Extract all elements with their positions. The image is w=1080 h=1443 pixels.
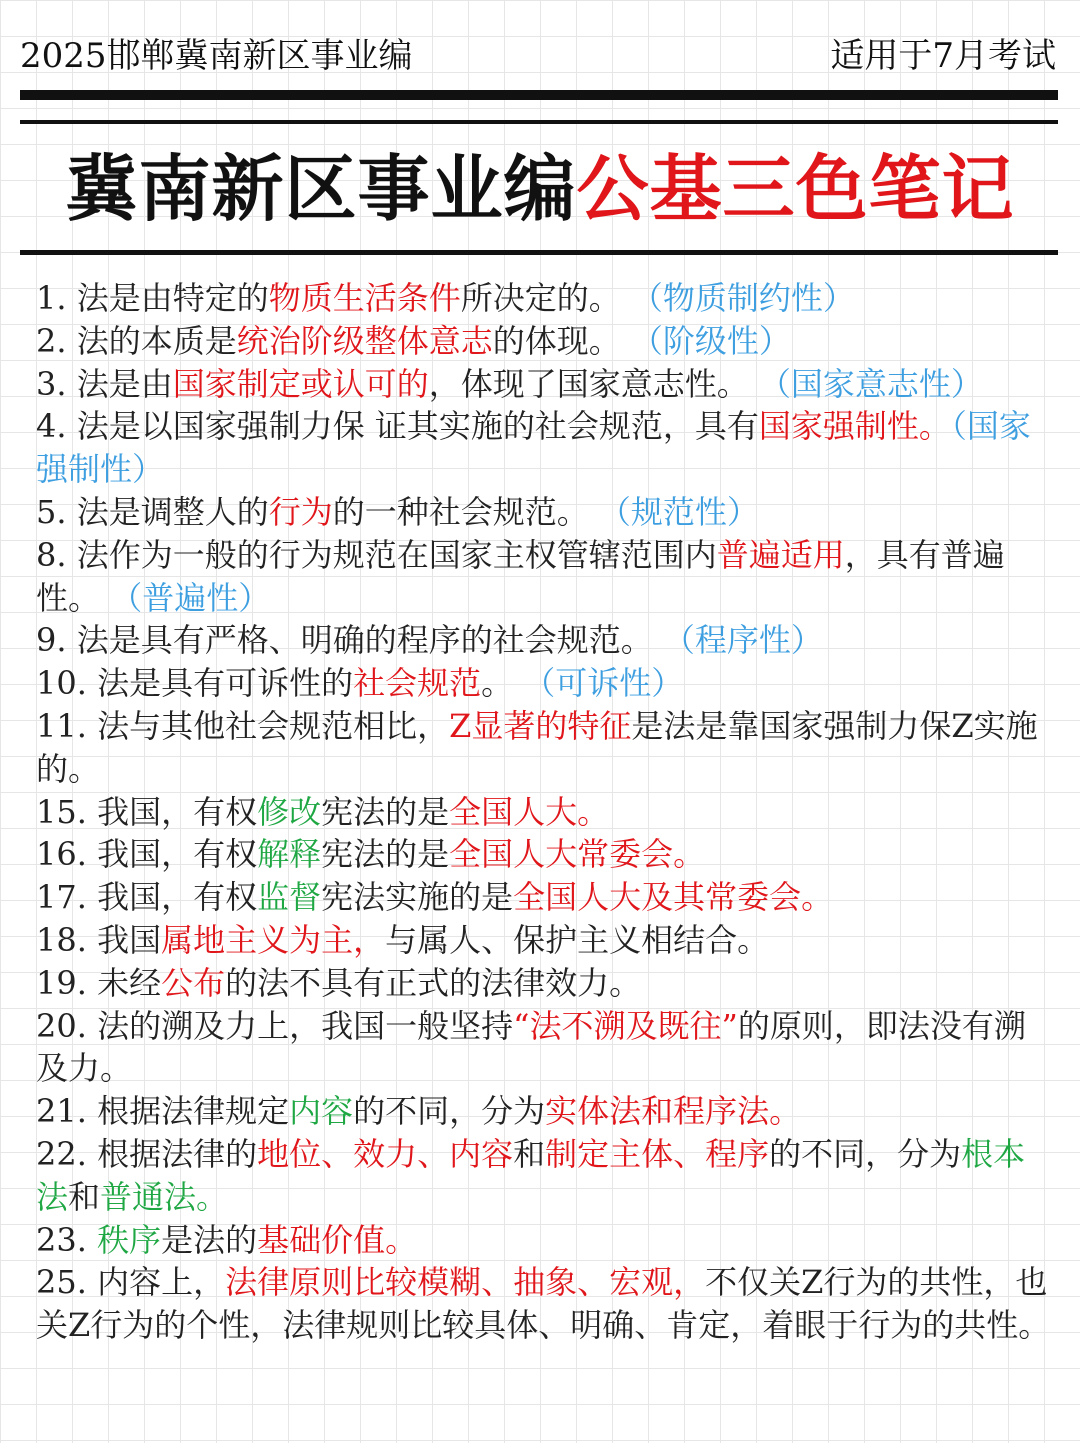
green-highlight: 内容 <box>289 1092 354 1131</box>
note-text: 和 <box>513 1134 546 1173</box>
page-title <box>0 134 1080 244</box>
red-highlight: 国家制定或认可的 <box>172 364 429 403</box>
red-highlight: 基础价值。 <box>257 1220 418 1259</box>
list-item <box>36 1261 1052 1347</box>
red-highlight: 制定主体、程序 <box>545 1134 770 1173</box>
list-item <box>36 1133 1052 1219</box>
note-text: 的体现。 <box>492 321 631 360</box>
note-text: 23. <box>36 1220 98 1259</box>
blue-keyword: （物质制约性） <box>630 279 855 317</box>
red-highlight: 法律原则比较模糊、抽象、宏观， <box>225 1263 706 1302</box>
red-highlight: 公布 <box>161 963 226 1002</box>
note-text: 15. 我国，有权 <box>36 792 258 831</box>
note-text: 3. 法是由 <box>36 364 173 403</box>
list-item <box>36 277 1052 320</box>
note-text: 是法是靠国家强制力保Z实施的。 <box>36 706 1038 788</box>
note-text: 1. 法是由特定的 <box>36 279 269 317</box>
list-item <box>36 363 1052 406</box>
header-left-title: 2025邯郸冀南新区事业编 <box>20 35 413 76</box>
red-highlight: 全国人大及其常委会。 <box>513 878 834 917</box>
note-text: 4. 法是以国家强制力保 证其实施的社会规范，具有 <box>36 407 759 446</box>
note-text: 的一种社会规范。 <box>332 492 599 531</box>
red-highlight: 行为 <box>268 492 333 531</box>
note-text: 9. 法是具有严格、明确的程序的社会规范。 <box>36 621 663 660</box>
note-text: 17. 我国，有权 <box>36 878 258 917</box>
blue-keyword: （程序性） <box>662 621 823 660</box>
header-right-note: 适用于7月考试 <box>830 35 1056 76</box>
note-text: 的不同，分为 <box>769 1134 962 1173</box>
note-text: 宪法的是 <box>321 792 450 831</box>
red-highlight: 物质生活条件 <box>268 279 461 317</box>
note-text: 21. 根据法律规定 <box>36 1092 290 1131</box>
blue-keyword: （国家意志性） <box>758 364 983 403</box>
blue-keyword: （规范性） <box>598 492 759 531</box>
note-text: 20. 法的溯及力上，我国一般坚持 <box>36 1006 514 1045</box>
list-item <box>36 962 1052 1005</box>
list-item <box>36 619 1052 662</box>
red-highlight: 国家强制性。 <box>758 407 951 446</box>
note-text: 25. 内容上， <box>36 1263 226 1302</box>
top-bar <box>20 24 1056 80</box>
note-text: 10. 法是具有可诉性的 <box>36 664 354 703</box>
red-highlight: 全国人大常委会。 <box>449 835 706 874</box>
note-text: 2. 法的本质是 <box>36 321 237 360</box>
top-thick-rule <box>20 90 1058 100</box>
red-highlight: Z显著的特征 <box>449 706 632 745</box>
note-text: 22. 根据法律的 <box>36 1134 258 1173</box>
note-text: 11. 法与其他社会规范相比， <box>36 706 450 745</box>
list-item <box>36 320 1052 363</box>
title-bottom-rule <box>20 250 1058 255</box>
blue-keyword: （国家强制性） <box>36 407 1031 489</box>
note-text: 。 <box>481 664 524 703</box>
list-item <box>36 791 1052 834</box>
red-highlight: 属地主义为主， <box>161 920 386 959</box>
list-item <box>36 534 1052 620</box>
note-text: 所决定的。 <box>460 279 631 317</box>
list-item <box>36 405 1052 491</box>
note-text: 宪法的是 <box>321 835 450 874</box>
blue-keyword: （可诉性） <box>523 664 684 703</box>
list-item <box>36 1090 1052 1133</box>
red-highlight: 全国人大。 <box>449 792 610 831</box>
note-text: 8. 法作为一般的行为规范在国家主权管辖范围内 <box>36 535 717 574</box>
green-highlight: 修改 <box>257 792 322 831</box>
note-text: 是法的 <box>161 1220 258 1259</box>
note-text: 与属人、保护主义相结合。 <box>385 920 770 959</box>
note-text: 的原则，即法没有溯及力。 <box>36 1006 1026 1088</box>
note-text: 16. 我国，有权 <box>36 835 258 874</box>
note-text: 18. 我国 <box>36 920 162 959</box>
note-text: 5. 法是调整人的 <box>36 492 269 531</box>
note-text: 和 <box>68 1177 101 1216</box>
list-item <box>36 833 1052 876</box>
green-highlight: 解释 <box>257 835 322 874</box>
red-highlight: 统治阶级整体意志 <box>236 321 493 360</box>
green-highlight: 根本法 <box>36 1134 1026 1216</box>
note-text: ，具有普遍性。 <box>36 535 1005 617</box>
note-text: 的不同，分为 <box>353 1092 546 1131</box>
title-red-part: 公基三色笔记 <box>576 147 1015 231</box>
list-item <box>36 876 1052 919</box>
note-text: 的法不具有正式的法律效力。 <box>225 963 642 1002</box>
note-text: 不仅关Z行为的共性，也关Z行为的个性，法律规则比较具体、明确、肯定，着眼于行为的共性。 <box>36 1263 1051 1345</box>
list-item <box>36 1005 1052 1091</box>
red-highlight: 普遍适用 <box>716 535 845 574</box>
green-highlight: 普通法。 <box>100 1177 229 1216</box>
red-highlight: 实体法和程序法。 <box>545 1092 802 1131</box>
notes-list <box>36 277 1052 1347</box>
list-item <box>36 705 1052 791</box>
list-item <box>36 662 1052 705</box>
red-highlight: 社会规范 <box>353 664 482 703</box>
list-item <box>36 919 1052 962</box>
red-highlight: 地位、效力、内容 <box>257 1134 514 1173</box>
blue-keyword: （阶级性） <box>630 321 791 360</box>
red-highlight: “法不溯及既往” <box>513 1006 738 1045</box>
note-text: 宪法实施的是 <box>321 878 514 917</box>
note-text: 19. 未经 <box>36 963 162 1002</box>
note-text: ，体现了国家意志性。 <box>428 364 759 403</box>
list-item <box>36 1219 1052 1262</box>
green-highlight: 监督 <box>257 878 322 917</box>
title-black-part: 冀南新区事业编 <box>65 147 577 231</box>
top-thin-rule <box>20 120 1058 124</box>
list-item <box>36 491 1052 534</box>
green-highlight: 秩序 <box>97 1220 162 1259</box>
blue-keyword: （普遍性） <box>110 578 271 617</box>
